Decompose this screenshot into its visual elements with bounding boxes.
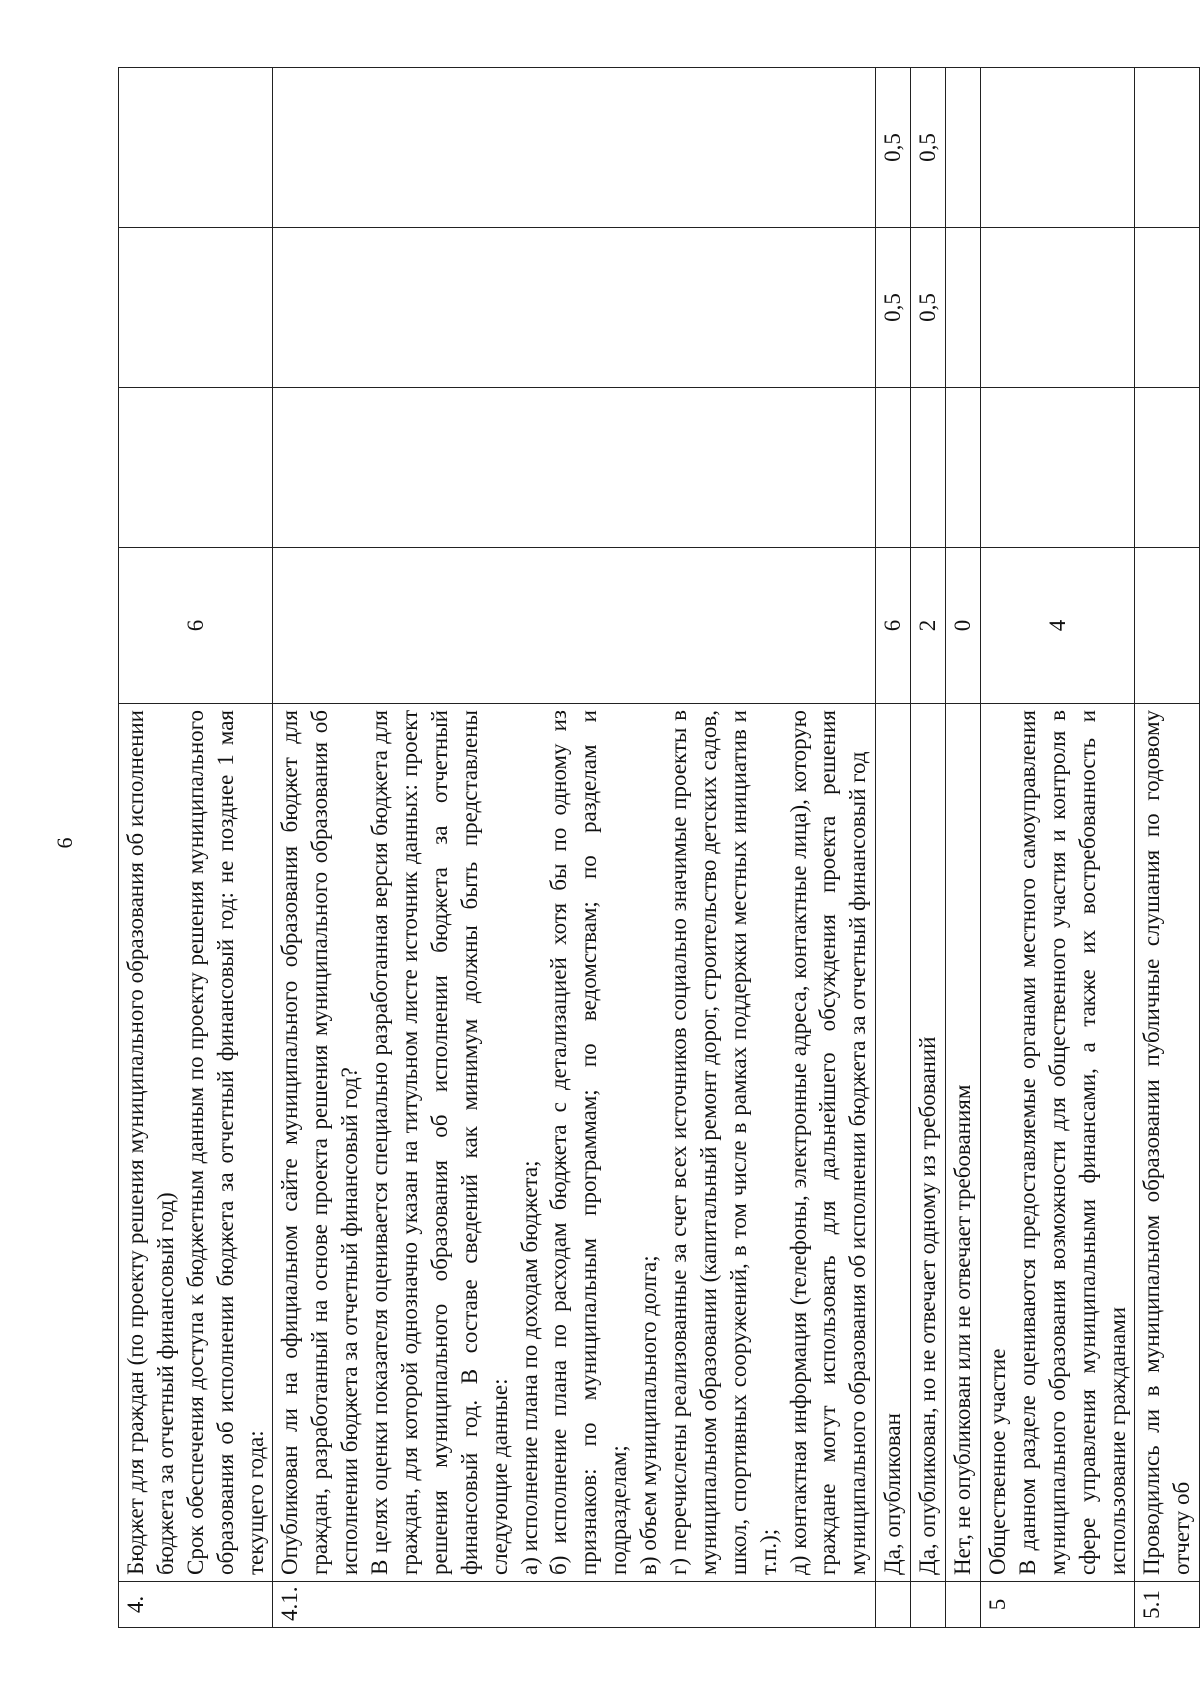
table-row <box>911 68 946 1628</box>
criterion-text-line: а) исполнение плана по доходам бюджета; <box>516 1160 542 1575</box>
criterion-text-line: Да, опубликован <box>880 1413 906 1575</box>
criteria-table-sheet <box>118 68 1195 1628</box>
table-row <box>980 68 1134 1628</box>
value-cell-c4 <box>946 388 981 548</box>
criterion-text-cell <box>946 704 981 1582</box>
max-score-cell <box>1135 548 1200 704</box>
page-number: 6 <box>52 837 77 849</box>
value-cell-c6 <box>273 68 876 228</box>
value-cell-c5 <box>1135 228 1200 388</box>
table-row <box>1135 68 1200 1628</box>
criterion-text-line: Бюджет для граждан (по проекту решения муниципального образования об исполнении бюджета за отчетный финансовый год) <box>123 710 178 1575</box>
max-score-cell: 2 <box>911 548 946 704</box>
value-cell-c4 <box>119 388 273 548</box>
max-score-cell <box>273 548 876 704</box>
criterion-text-line: В данном разделе оцениваются предоставляемые органами местного самоуправления муниципального образования возможности для общественного участия и контроля в сфере управления муниципальными финансами, а также их востребованность и использование гражданами <box>1014 710 1130 1575</box>
table-row <box>273 68 876 1628</box>
value-cell-c6 <box>946 68 981 228</box>
value-cell-c5: 0,5 <box>911 228 946 388</box>
max-score-cell: 6 <box>119 548 273 704</box>
criterion-text-line: Срок обеспечения доступа к бюджетным данным по проекту решения муниципального образования об исполнении бюджета за отчетный финансовый год: не позднее 1 мая текущего года: <box>182 710 268 1575</box>
row-number-cell <box>911 1582 946 1628</box>
max-score-cell: 6 <box>876 548 911 704</box>
value-cell-c4 <box>911 388 946 548</box>
row-number-cell: 5 <box>980 1582 1134 1628</box>
value-cell-c4 <box>1135 388 1200 548</box>
table-row <box>119 68 273 1628</box>
criterion-text-line: д) контактная информация (телефоны, электронные адреса, контактные лица), которую граждане могут использовать для дальнейшего обсуждения проекта решения муниципального образования об исполнении бюджета за отчетный финансовый год <box>785 710 871 1575</box>
value-cell-c5 <box>980 228 1134 388</box>
max-score-cell: 0 <box>946 548 981 704</box>
criterion-text-line: Общественное участие <box>984 1348 1010 1575</box>
value-cell-c4 <box>980 388 1134 548</box>
criterion-text-line: в) объем муниципального долга; <box>636 1255 662 1575</box>
value-cell-c5 <box>946 228 981 388</box>
criterion-text-cell <box>911 704 946 1582</box>
criterion-text-line: б) исполнение плана по расходам бюджета с детализацией хотя бы по одному из признаков: по муниципальным программам; по ведомствам; по разделам и подразделам; <box>546 710 632 1575</box>
value-cell-c6 <box>119 68 273 228</box>
criterion-text-line: Да, опубликован, но не отвечает одному из требований <box>915 1036 941 1575</box>
criterion-text-cell <box>876 704 911 1582</box>
value-cell-c6 <box>1135 68 1200 228</box>
criterion-text-line: Опубликован ли на официальном сайте муниципального образования бюджет для граждан, разработанный на основе проекта решения муниципального образования об исполнении бюджета за отчетный финансовый год? <box>277 710 363 1575</box>
value-cell-c5: 0,5 <box>876 228 911 388</box>
criteria-table <box>118 67 1200 1628</box>
criterion-text-cell <box>1135 704 1200 1582</box>
criterion-text-cell <box>273 704 876 1582</box>
value-cell-c5 <box>273 228 876 388</box>
row-number-cell: 5.1 <box>1135 1582 1200 1628</box>
value-cell-c4 <box>876 388 911 548</box>
criterion-text-line: Проводились ли в муниципальном образовании публичные слушания по годовому отчету об <box>1139 710 1195 1575</box>
row-number-cell <box>876 1582 911 1628</box>
value-cell-c6 <box>980 68 1134 228</box>
criterion-text-cell <box>119 704 273 1582</box>
criterion-text-line: Нет, не опубликован или не отвечает требованиям <box>950 1084 976 1575</box>
value-cell-c6: 0,5 <box>911 68 946 228</box>
row-number-cell: 4. <box>119 1582 273 1628</box>
criterion-text-line: г) перечислены реализованные за счет всех источников социально значимые проекты в муниципальном образовании (капитальный ремонт дорог, строительство детских садов, школ, спортивных сооружений, в том числе в рамках поддержки местных инициатив и т.п.); <box>666 710 781 1575</box>
value-cell-c6: 0,5 <box>876 68 911 228</box>
table-row <box>876 68 911 1628</box>
criterion-text-line: В целях оценки показателя оценивается специально разработанная версия бюджета для граждан, для которой однозначно указан на титульном листе источник данных: проект решения муниципального образования об исполнении бюджета за отчетный финансовый год. В составе сведений как минимум должны быть представлены следующие данные: <box>367 710 512 1575</box>
table-row <box>946 68 981 1628</box>
row-number-cell <box>946 1582 981 1628</box>
row-number-cell: 4.1. <box>273 1582 876 1628</box>
value-cell-c4 <box>273 388 876 548</box>
value-cell-c5 <box>119 228 273 388</box>
max-score-cell: 4 <box>980 548 1134 704</box>
criterion-text-cell <box>980 704 1134 1582</box>
